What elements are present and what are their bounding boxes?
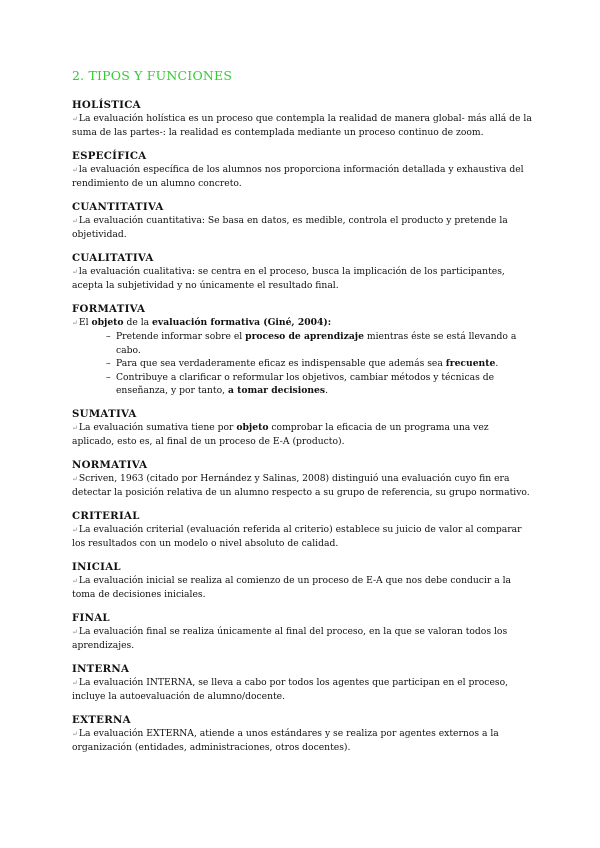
section-especifica [72,150,532,191]
section-heading: CUANTITATIVA [72,201,164,213]
section-heading: CRITERIAL [72,509,140,522]
paragraph-mark-icon: ↵ [72,319,78,327]
section-heading: EXTERNA [72,713,131,726]
section-text: ↵Scriven, 1963 (citado por Hernández y Salinas, 2008) distinguió una evaluación cuyo fin era detectar la posición relativa de un alumno respecto a su grupo de referencia, su grupo normativo. [72,472,530,498]
section-text: ↵La evaluación inicial se realiza al comienzo de un proceso de E-A que nos debe conducir a la toma de decisiones iniciales. [72,574,512,600]
section-interna [72,663,532,704]
section-heading: NORMATIVA [72,458,148,471]
section-heading: FINAL [72,611,110,624]
section-criterial [72,510,532,551]
section-sumativa [72,408,532,449]
section-cualitativa [72,252,532,293]
paragraph-mark-icon: ↵ [72,166,78,174]
paragraph-mark-icon: ↵ [72,217,78,225]
paragraph-mark-icon: ↵ [72,474,78,483]
paragraph-mark-icon: ↵ [72,115,78,123]
section-text: ↵La evaluación cuantitativa: Se basa en datos, es medible, controla el producto y pretende la objetividad. [72,215,508,240]
section-normativa [72,459,532,500]
section-text: ↵La evaluación final se realiza únicamente al final del proceso, en la que se valoran todos los aprendizajes. [72,625,508,651]
page-title: 2. TIPOS Y FUNCIONES [72,68,233,83]
paragraph-mark-icon: ↵ [72,678,78,687]
section-heading: HOLÍSTICA [72,99,141,111]
section-externa [72,714,532,755]
paragraph-mark-icon: ↵ [72,525,78,534]
section-intro: ↵El objeto de la evaluación formativa (Giné, 2004): [72,317,332,328]
section-heading: INTERNA [72,662,130,675]
section-heading: CUALITATIVA [72,252,154,264]
paragraph-mark-icon: ↵ [72,423,78,432]
list-item: – Pretende informar sobre el proceso de aprendizaje mientras éste se está llevando a cabo. [106,330,532,357]
paragraph-mark-icon: ↵ [72,729,78,738]
section-text: ↵la evaluación cualitativa: se centra en el proceso, busca la implicación de los participantes, acepta la subjetividad y no únicamente el resultado final. [72,266,505,291]
document-content [72,68,532,765]
section-text: ↵La evaluación criterial (evaluación referida al criterio) establece su juicio de valor al comparar los resultados con un modelo o nivel absoluto de calidad. [72,523,522,549]
section-heading: FORMATIVA [72,303,146,315]
list-item: – Para que sea verdaderamente eficaz es indispensable que además sea frecuente. [106,357,532,371]
section-text: ↵La evaluación INTERNA, se lleva a cabo por todos los agentes que participan en el proceso, incluye la autoevaluación de alumno/docente. [72,676,509,702]
bullet-list [72,330,532,398]
list-item: – Contribuye a clarificar o reformular los objetivos, cambiar métodos y técnicas de enseñanza, y por tanto, a tomar decisiones. [106,371,532,398]
section-text: ↵La evaluación holística es un proceso que contempla la realidad de manera global- más allá de la suma de las partes-: la realidad es contemplada mediante un proceso continuo de zoom. [72,113,532,138]
section-text: ↵La evaluación EXTERNA, atiende a unos estándares y se realiza por agentes externos a la organización (entidades, administraciones, otros docentes). [72,727,499,753]
paragraph-mark-icon: ↵ [72,268,78,276]
section-text: ↵la evaluación específica de los alumnos nos proporciona información detallada y exhaustiva del rendimiento de un alumno concreto. [72,164,524,189]
paragraph-mark-icon: ↵ [72,576,78,585]
section-heading: INICIAL [72,560,121,573]
section-formativa [72,303,532,398]
section-cuantitativa [72,201,532,242]
section-final [72,612,532,653]
section-text: ↵La evaluación sumativa tiene por objeto comprobar la eficacia de un programa una vez aplicado, esto es, al final de un proceso de E-A (producto). [72,421,489,447]
section-inicial [72,561,532,602]
section-holistica [72,99,532,140]
section-heading: SUMATIVA [72,407,137,420]
paragraph-mark-icon: ↵ [72,627,78,636]
section-heading: ESPECÍFICA [72,150,147,162]
